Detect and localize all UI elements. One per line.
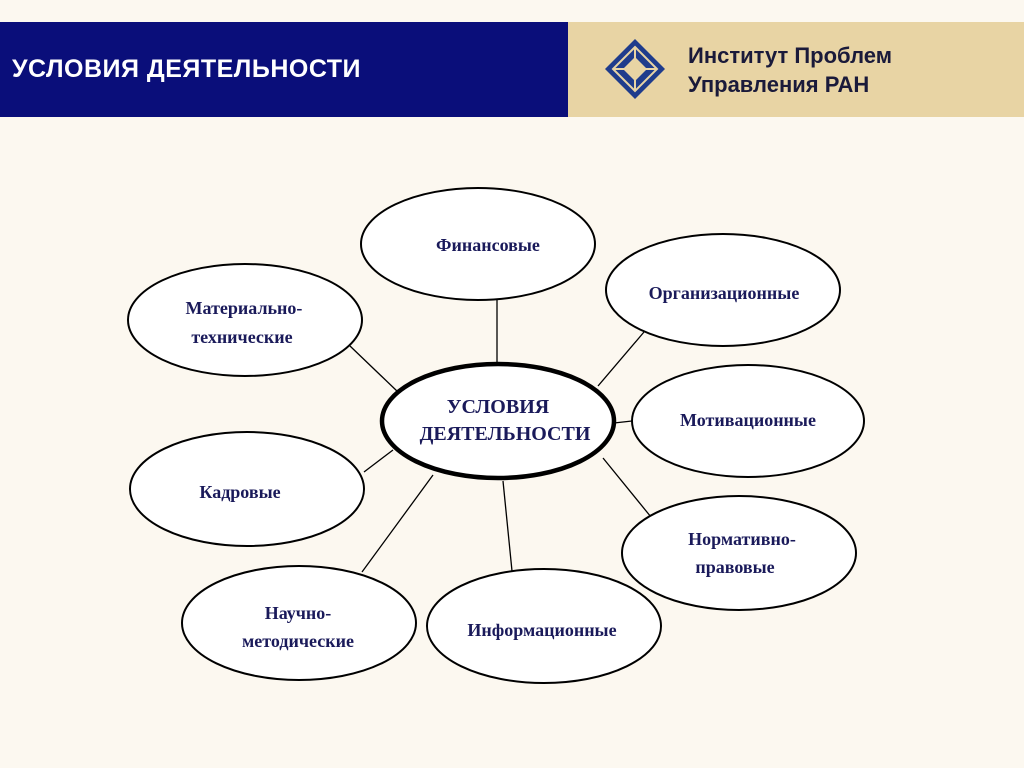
center-label-line2: ДЕЯТЕЛЬНОСТИ [419,423,591,445]
connector-informational [503,481,512,571]
node-center [382,364,614,478]
label-organizational: Организационные [648,283,800,303]
label-material-line1: Материально- [185,298,303,318]
label-motivational: Мотивационные [680,410,816,430]
institute-name-line2: Управления РАН [688,72,870,97]
connector-motivational [614,421,632,423]
center-label-line1: УСЛОВИЯ [446,396,550,418]
connector-organizational [598,332,644,386]
node-scientific [182,566,416,680]
node-normative [622,496,856,610]
label-financial: Финансовые [436,235,540,255]
page-title: УСЛОВИЯ ДЕЯТЕЛЬНОСТИ [12,55,361,83]
node-material [128,264,362,376]
connector-material [350,346,398,392]
label-scientific-line2: методические [242,631,354,651]
label-personnel: Кадровые [199,482,281,502]
connector-scientific [362,475,433,572]
label-material-line2: технические [191,327,293,347]
label-normative-line2: правовые [695,557,775,577]
institute-name-line1: Институт Проблем [688,43,892,68]
connector-normative [603,458,651,517]
label-normative-line1: Нормативно- [688,529,796,549]
label-informational: Информационные [467,620,617,640]
connector-personnel [364,450,393,472]
label-scientific-line1: Научно- [264,603,332,623]
